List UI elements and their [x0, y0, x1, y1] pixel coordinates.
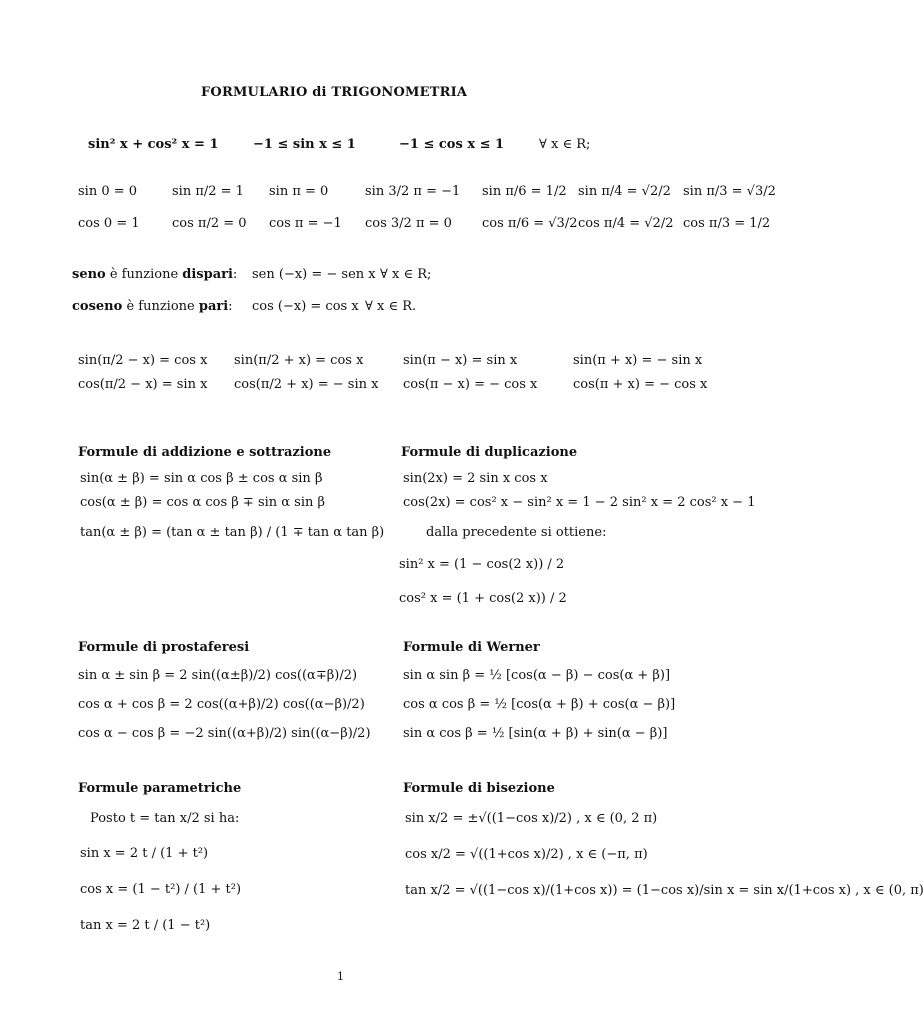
even-function-statement: coseno è funzione pari:	[72, 299, 233, 314]
even-formula: cos (−x) = cos x	[252, 299, 359, 314]
cos-value: cos π/2 = 0	[172, 216, 247, 231]
sin-value: sin π/4 = √2/2	[578, 184, 671, 199]
bisection-sin: sin x/2 = ±√((1−cos x)/2) , x ∈ (0, 2 π)	[405, 811, 658, 826]
assoc-formula: cos(π − x) = − cos x	[403, 377, 538, 392]
addition-cos: cos(α ± β) = cos α cos β ∓ sin α sin β	[80, 495, 326, 510]
odd-domain: ∀ x ∈ R;	[380, 267, 432, 282]
odd-word: seno	[72, 267, 106, 282]
prostaferesi-1: sin α ± sin β = 2 sin((α±β)/2) cos((α∓β)/2)	[78, 668, 358, 683]
addition-sin: sin(α ± β) = sin α cos β ± cos α sin β	[80, 471, 323, 486]
sin-squared-formula: sin² x = (1 − cos(2 x)) / 2	[399, 557, 565, 572]
even-word: coseno	[72, 299, 123, 314]
bisection-heading: Formule di bisezione	[403, 781, 555, 796]
even-mid: è funzione	[122, 299, 199, 314]
parametric-posto: Posto t = tan x/2 si ha:	[90, 811, 240, 826]
cos-value: cos π = −1	[269, 216, 342, 231]
bisection-cos: cos x/2 = √((1+cos x)/2) , x ∈ (−π, π)	[405, 847, 648, 862]
assoc-formula: sin(π − x) = sin x	[403, 353, 518, 368]
werner-1: sin α sin β = ½ [cos(α − β) − cos(α + β)]	[403, 668, 671, 683]
pythagorean-identity: sin² x + cos² x = 1	[88, 137, 219, 152]
sin-value: sin π/6 = 1/2	[482, 184, 567, 199]
assoc-formula: cos(π/2 − x) = sin x	[78, 377, 208, 392]
parametric-cos: cos x = (1 − t²) / (1 + t²)	[80, 882, 242, 897]
assoc-formula: cos(π + x) = − cos x	[573, 377, 708, 392]
duplication-cos: cos(2x) = cos² x − sin² x = 1 − 2 sin² x = 2 cos² x − 1	[403, 495, 756, 510]
werner-heading: Formule di Werner	[403, 640, 540, 655]
sin-value: sin 3/2 π = −1	[365, 184, 461, 199]
odd-formula: sen (−x) = − sen x	[252, 267, 376, 282]
prostaferesi-3: cos α − cos β = −2 sin((α+β)/2) sin((α−β)/2)	[78, 726, 371, 741]
sin-value: sin π = 0	[269, 184, 329, 199]
addition-heading: Formule di addizione e sottrazione	[78, 445, 332, 460]
duplication-note: dalla precedente si ottiene:	[426, 525, 607, 540]
cos-value: cos π/6 = √3/2	[482, 216, 578, 231]
cos-value: cos π/4 = √2/2	[578, 216, 674, 231]
prostaferesi-heading: Formule di prostaferesi	[78, 640, 250, 655]
odd-mid: è funzione	[105, 267, 183, 282]
sin-value: sin π/3 = √3/2	[683, 184, 776, 199]
werner-3: sin α cos β = ½ [sin(α + β) + sin(α − β)]	[403, 726, 668, 741]
page-title: FORMULARIO di TRIGONOMETRIA	[201, 85, 468, 100]
odd-function-statement: seno è funzione dispari:	[72, 267, 238, 282]
even-domain: ∀ x ∈ R.	[365, 299, 417, 314]
parametric-sin: sin x = 2 t / (1 + t²)	[80, 846, 209, 861]
assoc-formula: cos(π/2 + x) = − sin x	[234, 377, 379, 392]
cos-bound: −1 ≤ cos x ≤ 1	[399, 137, 505, 152]
prostaferesi-2: cos α + cos β = 2 cos((α+β)/2) cos((α−β)/2)	[78, 697, 365, 712]
werner-2: cos α cos β = ½ [cos(α + β) + cos(α − β)]	[403, 697, 676, 712]
sin-bound: −1 ≤ sin x ≤ 1	[253, 137, 356, 152]
domain-note: ∀ x ∈ R;	[539, 137, 591, 152]
addition-tan: tan(α ± β) = (tan α ± tan β) / (1 ∓ tan α tan β)	[80, 525, 385, 540]
sin-value: sin 0 = 0	[78, 184, 138, 199]
even-kind: pari	[198, 299, 229, 314]
bisection-tan: tan x/2 = √((1−cos x)/(1+cos x)) = (1−cos x)/sin x = sin x/(1+cos x) , x ∈ (0, π)	[405, 883, 924, 898]
assoc-formula: sin(π/2 − x) = cos x	[78, 353, 208, 368]
parametric-heading: Formule parametriche	[78, 781, 242, 796]
cos-value: cos 0 = 1	[78, 216, 140, 231]
page-number: 1	[337, 970, 344, 983]
sin-value: sin π/2 = 1	[172, 184, 244, 199]
cos-value: cos 3/2 π = 0	[365, 216, 452, 231]
cos-squared-formula: cos² x = (1 + cos(2 x)) / 2	[399, 591, 567, 606]
duplication-heading: Formule di duplicazione	[401, 445, 578, 460]
parametric-tan: tan x = 2 t / (1 − t²)	[80, 918, 211, 933]
duplication-sin: sin(2x) = 2 sin x cos x	[403, 471, 548, 486]
cos-value: cos π/3 = 1/2	[683, 216, 771, 231]
assoc-formula: sin(π + x) = − sin x	[573, 353, 703, 368]
assoc-formula: sin(π/2 + x) = cos x	[234, 353, 364, 368]
odd-kind: dispari	[182, 267, 233, 282]
